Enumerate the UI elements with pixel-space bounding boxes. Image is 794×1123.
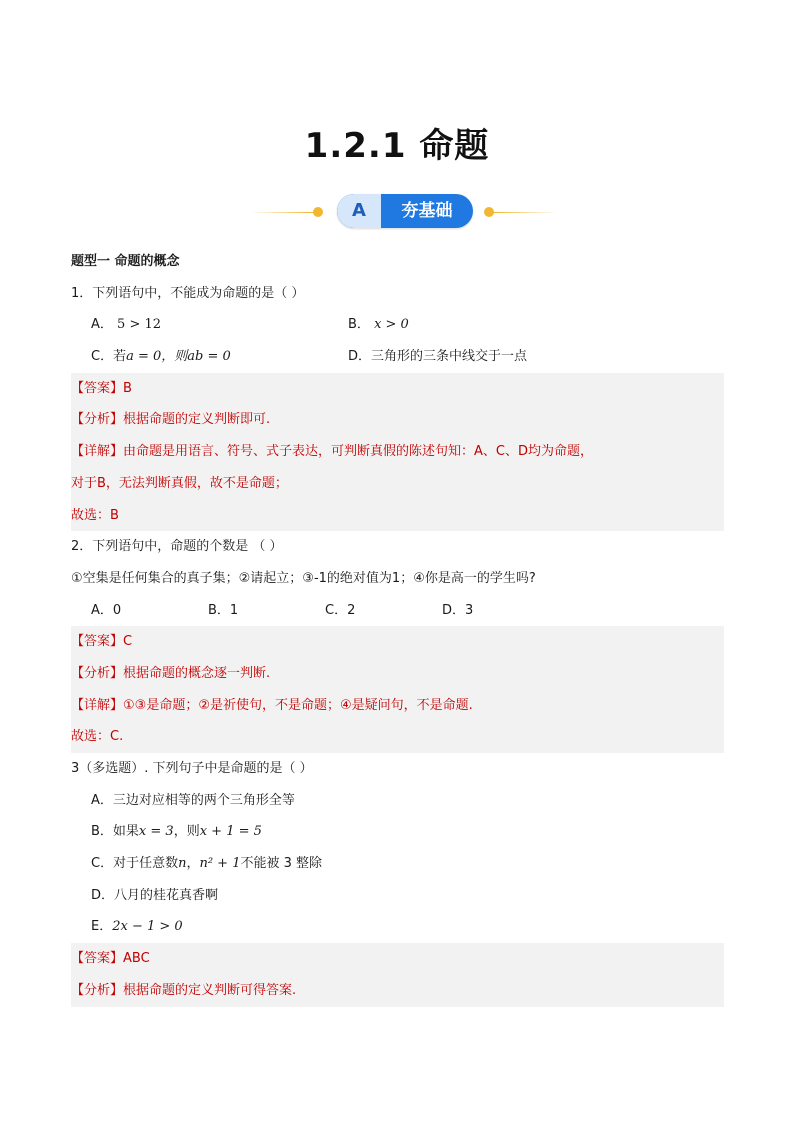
answer-tag: 【答案】	[71, 380, 124, 396]
q3-option-b-math-2: x + 1 = 5	[199, 824, 262, 840]
q1-option-a-label: A．	[91, 317, 113, 333]
q3-option-b-mid: ，则	[173, 824, 200, 840]
q1-answer	[71, 373, 724, 405]
q2-option-a: A．0	[91, 602, 122, 618]
answer-tag: 【答案】	[71, 951, 124, 967]
q1-detail-cont: 对于B，无法判断真假，故不是命题；	[71, 468, 724, 500]
banner-line-left	[250, 212, 315, 213]
q2-answer	[71, 626, 724, 658]
q3-option-e-label: E．	[91, 919, 113, 935]
q1-detail	[71, 436, 724, 468]
q3-option-b-label: B．如果	[91, 824, 139, 840]
q3-option-c-math-2: n² + 1	[199, 856, 241, 872]
question-2-options	[71, 595, 724, 627]
q2-choice: 故选：C.	[71, 721, 724, 753]
q3-option-e	[71, 911, 724, 943]
detail-tag: 【详解】	[71, 697, 124, 713]
analysis-tag: 【分析】	[71, 665, 124, 681]
q1-option-b-value: x > 0	[374, 317, 409, 333]
q1-option-b	[348, 309, 409, 341]
q2-detail	[71, 690, 724, 722]
question-3-stem: 3（多选题）. 下列句子中是命题的是（ ）	[71, 761, 313, 776]
answer-value: ABC	[123, 951, 150, 967]
q3-option-d: D．八月的桂花真香啊	[91, 887, 219, 903]
q3-option-c-math-1: n	[178, 856, 187, 872]
q3-option-c-rest: 不能被 3 整除	[240, 856, 323, 872]
q3-option-a: A．三边对应相等的两个三角形全等	[91, 792, 295, 808]
q1-option-a-value: 5 > 12	[117, 317, 162, 333]
q2-option-d: D．3	[442, 602, 474, 618]
answer-value: B	[123, 380, 132, 396]
analysis-text: 根据命题的定义判断可得答案.	[123, 982, 297, 998]
banner-label: 夯基础	[401, 201, 453, 221]
q1-option-c-value: a = 0，则ab = 0	[126, 349, 231, 365]
section-title: 题型一 命题的概念	[71, 254, 180, 269]
q2-analysis	[71, 658, 724, 690]
banner-dot-left	[313, 207, 323, 217]
detail-tag: 【详解】	[71, 444, 124, 460]
question-1-stem: 1．下列语句中，不能成为命题的是（ ）	[71, 285, 305, 301]
question-2-stem: 2．下列语句中，命题的个数是 （ ）	[71, 539, 283, 555]
question-1-options-cd	[71, 341, 724, 373]
q1-analysis	[71, 404, 724, 436]
detail-text: 由命题是用语言、符号、式子表达，可判断真假的陈述句知：A、C、D均为命题，	[123, 444, 593, 460]
q3-option-b-math-1: x = 3	[138, 824, 174, 840]
q1-option-c	[91, 341, 348, 373]
analysis-tag: 【分析】	[71, 982, 124, 998]
q3-option-e-math: 2x − 1 > 0	[112, 919, 183, 935]
q3-option-b	[71, 816, 724, 848]
q1-option-c-label: C．若	[91, 349, 127, 365]
q1-option-d-value: 三角形的三条中线交于一点	[371, 349, 528, 365]
document-content	[71, 246, 724, 1007]
q1-option-d-label: D．	[348, 349, 372, 365]
q1-option-a	[91, 309, 348, 341]
q3-option-c-sep: ，	[186, 856, 200, 872]
q3-option-c	[71, 848, 724, 880]
q2-option-c: C．2	[325, 602, 356, 618]
q1-choice: 故选：B	[71, 500, 724, 532]
answer-value: C	[123, 634, 133, 650]
analysis-tag: 【分析】	[71, 412, 124, 428]
analysis-text: 根据命题的定义判断即可.	[123, 412, 271, 428]
question-2-items: ①空集是任何集合的真子集；②请起立；③-1的绝对值为1；④你是高一的学生吗?	[71, 570, 536, 586]
banner-line-right	[492, 212, 557, 213]
detail-text: ①③是命题；②是祈使句，不是命题；④是疑问句，不是命题.	[123, 697, 473, 713]
answer-tag: 【答案】	[71, 634, 124, 650]
banner-letter: A	[337, 194, 381, 228]
question-1-options-ab	[71, 309, 724, 341]
q3-answer	[71, 943, 724, 975]
page-title: 1.2.1 命题	[304, 126, 490, 166]
q3-option-c-label: C．对于任意数	[91, 856, 179, 872]
analysis-text: 根据命题的概念逐一判断.	[123, 665, 271, 681]
q3-analysis	[71, 975, 724, 1007]
q2-option-b: B．1	[208, 602, 239, 618]
q1-option-b-label: B．	[348, 317, 370, 333]
q1-option-d	[348, 341, 527, 373]
banner-pill	[337, 194, 473, 228]
section-banner	[0, 192, 794, 232]
